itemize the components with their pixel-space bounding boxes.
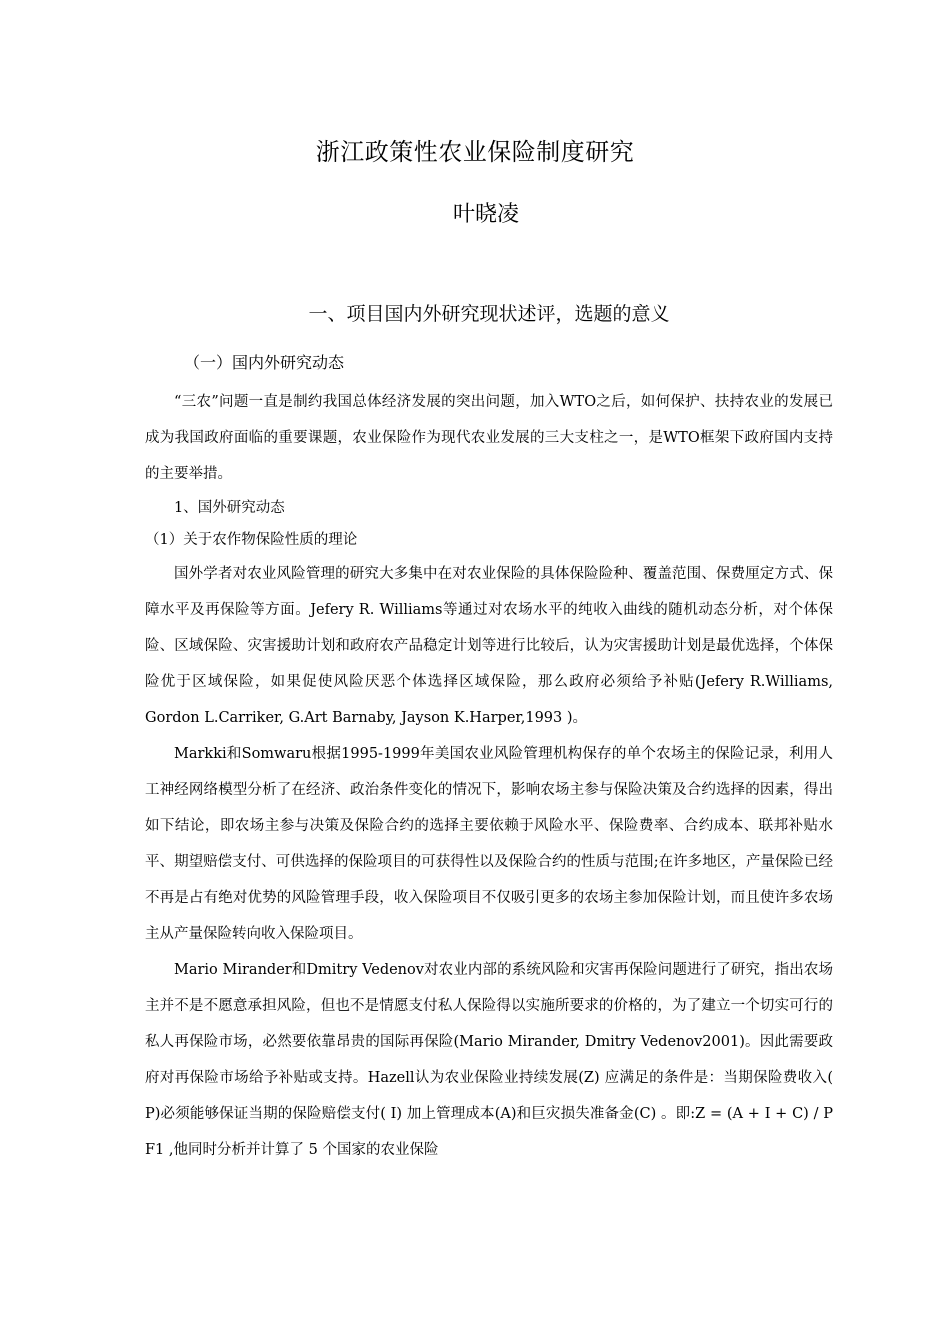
heading-crop-insurance-theory: （1）关于农作物保险性质的理论 [145, 532, 358, 548]
paragraph-markki: Markki和Somwaru根据1995-1999年美国农业风险管理机构保存的单个农场主的保险记录，利用人工神经网络模型分析了在经济、政治条件变化的情况下，影响农场主参与保险决策及合约选择的因素，得出如下结论，即农场主参与决策及保险合约的选择主要依赖于风险水平、保险费率、合约成本、联邦补贴水平、期望赔偿支付、可供选择的保险项目的可获得性以及保险合约的性质与范围;在许多地区，产量保险已经不再是占有绝对优势的风险管理手段，收入保险项目不仅吸引更多的农场主参加保险计划，而且使许多农场主从产量保险转向收入保险项目。 [145, 746, 833, 942]
paragraph-williams: 国外学者对农业风险管理的研究大多集中在对农业保险的具体保险险种、覆盖范围、保费厘定方式、保障水平及再保险等方面。Jefery R. Williams等通过对农场水平的纯收入曲线的随机动态分析，对个体保险、区域保险、灾害援助计划和政府农产品稳定计划等进行比较后，认为灾害援助计划是最优选择，个体保险优于区域保险，如果促使风险厌恶个体选择区域保险，那么政府必须给予补贴(Jefery R.Williams, Gordon L.Carriker, G.Art Barnaby, Jayson K.Harper,1993 )。 [145, 566, 833, 726]
paragraph-intro: “三农”问题一直是制约我国总体经济发展的突出问题，加入WTO之后，如何保护、扶持农业的发展已成为我国政府面临的重要课题，农业保险作为现代农业发展的三大支柱之一，是WTO框架下政府国内支持的主要举措。 [145, 394, 833, 482]
section-heading: 一、项目国内外研究现状述评，选题的意义 [308, 303, 670, 325]
author-name: 叶晓凌 [452, 202, 519, 227]
subsection-heading: （一）国内外研究动态 [184, 353, 345, 372]
paragraph-mirander: Mario Mirander和Dmitry Vedenov对农业内部的系统风险和灾害再保险问题进行了研究，指出农场主并不是不愿意承担风险，但也不是情愿支付私人保险得以实施所要求的价格的，为了建立一个切实可行的私人再保险市场，必然要依靠昂贵的国际再保险(Mario Mirander, Dmitry Vedenov2001)。因此需要政府对再保险市场给予补贴或支持。Hazell认为农业保险业持续发展(Z) 应满足的条件是：当期保险费收入( P)必须能够保证当期的保险赔偿支付( I) 加上管理成本(A)和巨灾损失准备金(C) 。即:Z = (A + I + C) / P F1 ,他同时分析并计算了 5 个国家的农业保险 [145, 962, 833, 1158]
document-body [145, 384, 833, 1168]
document-title: 浙江政策性农业保险制度研究 [315, 138, 635, 166]
heading-foreign-research: 1、国外研究动态 [174, 500, 285, 516]
